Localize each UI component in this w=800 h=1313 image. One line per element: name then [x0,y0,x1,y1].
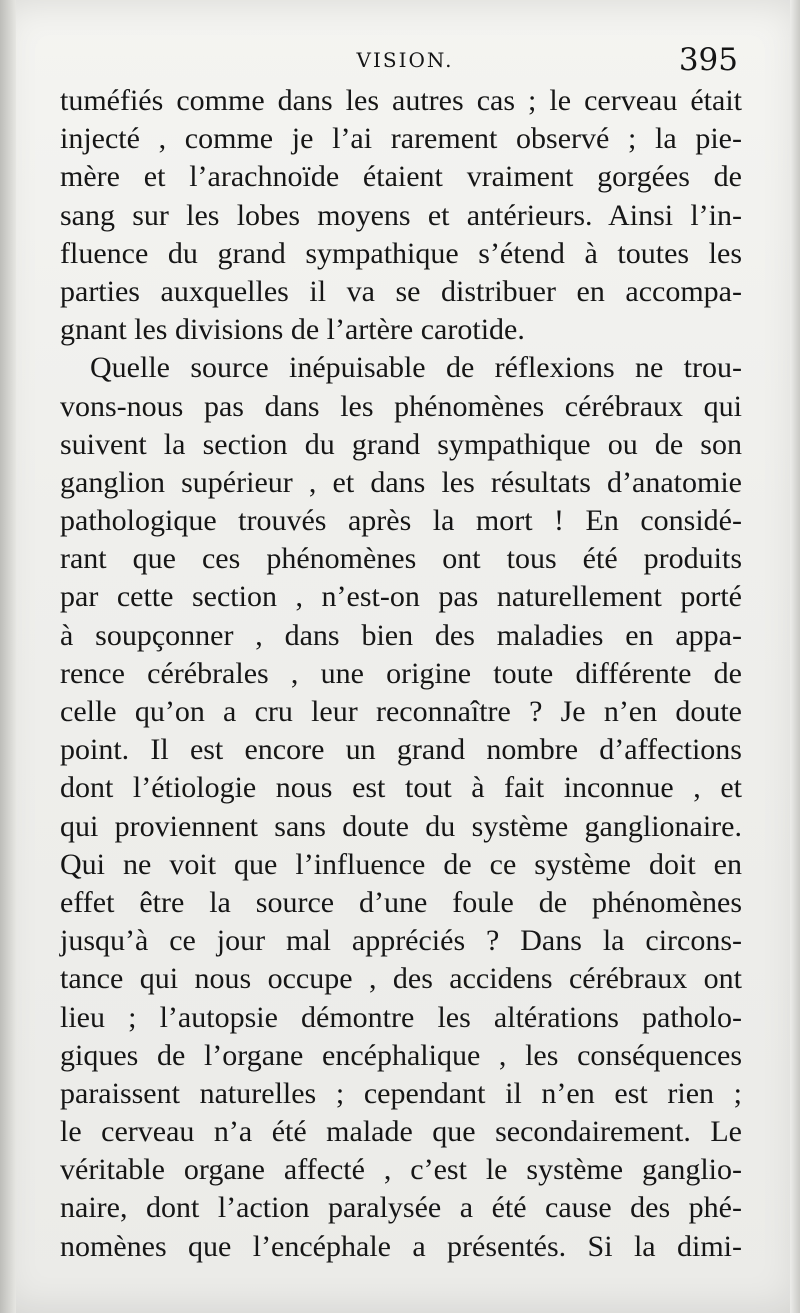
text-line: suivent la section du grand sympathique ou de son [60,427,742,461]
page-left-edge [0,0,16,1313]
text-line: rant que ces phénomènes ont tous été produits [60,542,742,576]
text-line: fluence du grand sympathique s’étend à toutes les [60,236,742,270]
page-number: 395 [678,42,738,78]
text-line: qui proviennent sans doute du système ganglionaire. [60,809,742,843]
paragraph-end-line: gnant les divisions de l’artère carotide. [60,313,525,347]
text-line: lieu ; l’autopsie démontre les altérations patholo- [60,1000,742,1034]
text-line: ganglion supérieur , et dans les résultats d’anatomie [60,465,742,499]
text-line: point. Il est encore un grand nombre d’affections [60,733,742,767]
text-line: parties auxquelles il va se distribuer en accompa- [60,274,742,308]
text-line: tance qui nous occupe , des accidens cérébraux ont [60,962,742,996]
paragraph-start-line: Quelle source inépuisable de réflexions ne trou- [90,351,742,385]
text-line: dont l’étiologie nous est tout à fait inconnue , et [60,771,742,805]
text-line: rence cérébrales , une origine toute différente de [60,656,742,690]
text-line: véritable organe affecté , c’est le système ganglio- [60,1153,742,1187]
text-line: le cerveau n’a été malade que secondairement. Le [60,1115,742,1149]
running-head-title: VISION. [356,48,454,72]
text-line: à soupçonner , dans bien des maladies en appa- [60,618,742,652]
page-right-edge [790,0,800,1313]
text-line: effet être la source d’une foule de phénomènes [60,885,742,919]
text-line: celle qu’on a cru leur reconnaître ? Je n’en doute [60,695,742,728]
text-line: injecté , comme je l’ai rarement observé ; la pie- [60,122,742,156]
running-head [60,40,740,80]
text-line: nomènes que l’encéphale a présentés. Si la dimi- [60,1229,742,1263]
text-line: Qui ne voit que l’influence de ce système doit en [60,847,742,881]
text-line: sang sur les lobes moyens et antérieurs. Ainsi l’in- [60,198,742,232]
text-line: par cette section , n’est-on pas naturellement porté [60,580,742,614]
text-line: tuméfiés comme dans les autres cas ; le cerveau était [60,84,742,117]
text-line: vons-nous pas dans les phénomènes cérébraux qui [60,389,742,423]
text-line: mère et l’arachnoïde étaient vraiment gorgées de [60,160,742,194]
text-line: pathologique trouvés après la mort ! En considé- [60,504,742,538]
text-line: jusqu’à ce jour mal appréciés ? Dans la circons- [60,924,742,958]
text-line: naire, dont l’action paralysée a été cause des phé- [60,1191,742,1225]
text-line: paraissent naturelles ; cependant il n’en est rien ; [60,1076,742,1110]
text-line: giques de l’organe encéphalique , les conséquences [60,1038,742,1072]
body-text [60,82,742,1266]
